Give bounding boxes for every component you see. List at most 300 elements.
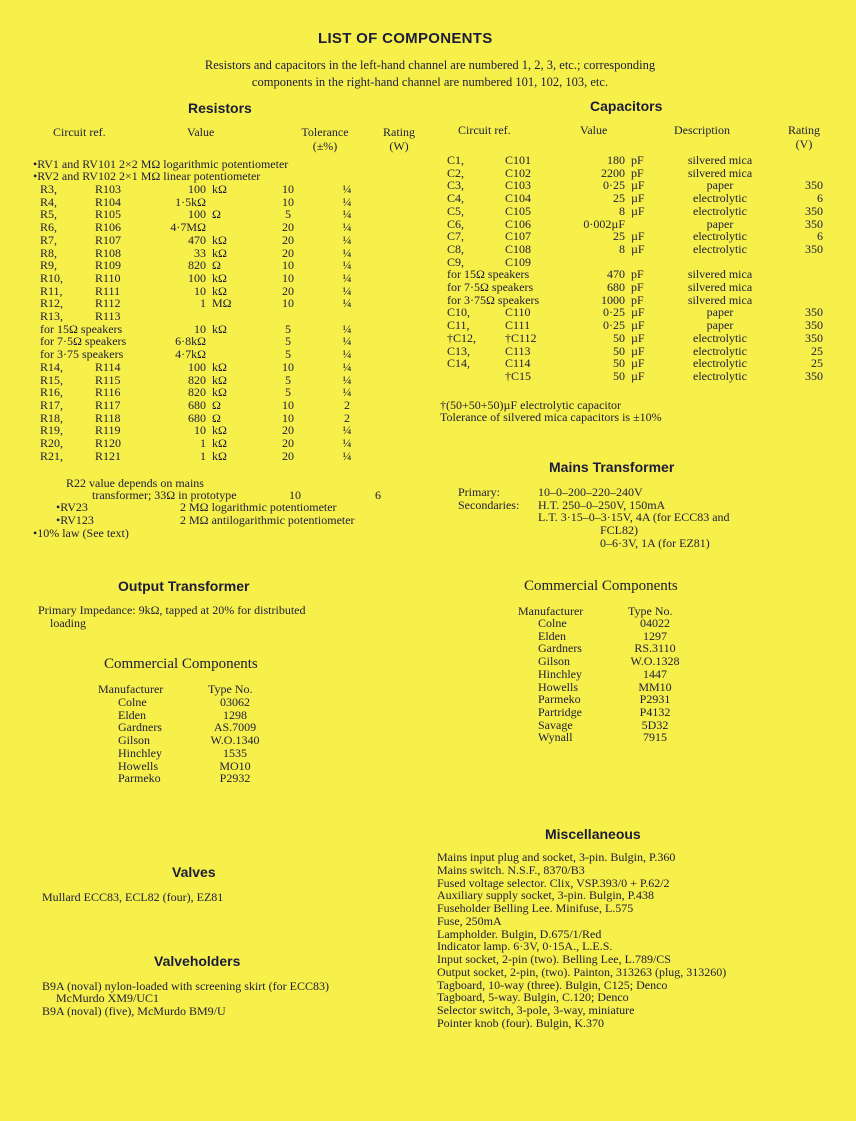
mains-secondary-ht: H.T. 250–0–250V, 150mA	[538, 498, 666, 512]
capacitor-rating: 350	[805, 203, 823, 218]
manufacturer-name: Savage	[538, 717, 573, 732]
manufacturer-row	[0, 719, 690, 732]
resistor-ref-right: R120	[95, 436, 122, 451]
resistor-row	[40, 234, 378, 247]
mains-primary-label: Primary:	[458, 485, 500, 499]
mains-secondary-lt-cont: FCL82)	[600, 523, 639, 537]
capacitor-description: silvered mica	[687, 153, 753, 167]
misc-item: Auxiliary supply socket, 3-pin. Bulgin, P.438	[437, 888, 654, 903]
res-col-tolerance-unit: (±%)	[312, 139, 338, 153]
capacitor-value-unit: µF	[631, 343, 645, 358]
rv123-desc: 2 MΩ antilogarithmic potentiometer	[180, 513, 355, 527]
type-number: AS.7009	[213, 720, 257, 735]
mains-secondary-rect: 0–6·3V, 1A (for EZ81)	[600, 536, 710, 550]
resistor-value-unit: MΩ	[212, 296, 232, 311]
resistor-rating: 2	[344, 410, 350, 425]
capacitor-row	[447, 205, 823, 218]
capacitor-value-num: 2200	[601, 165, 625, 180]
resistor-rating	[316, 310, 378, 323]
resistor-ref: R11,	[40, 283, 63, 298]
resistor-value-num: 6·8kΩ	[175, 334, 206, 349]
valves-text: Mullard ECC83, ECL82 (four), EZ81	[42, 890, 224, 904]
resistor-ref: R10,	[40, 270, 64, 285]
capacitor-ref-right: C102	[505, 165, 532, 180]
output-transformer-heading: Output Transformer	[118, 578, 250, 594]
resistor-ref: for 3·75 speakers	[40, 347, 124, 362]
capacitor-value-unit: µF	[631, 318, 645, 333]
resistor-row	[40, 374, 378, 387]
resistor-row	[40, 272, 378, 285]
capacitor-value-unit: µF	[631, 191, 645, 206]
resistor-value-num: 10	[194, 423, 206, 438]
capacitor-ref: †C12,	[447, 330, 477, 345]
resistor-value-unit	[206, 221, 260, 234]
resistor-rating: ¼	[342, 194, 352, 209]
resistor-value-unit: kΩ	[212, 448, 227, 463]
capacitor-rating: 25	[811, 356, 823, 371]
resistors-section	[33, 125, 429, 153]
type-number: MM10	[638, 679, 672, 694]
resistor-rating: ¼	[342, 245, 352, 260]
mains-secondary-lt: L.T. 3·15–0–3·15V, 4A (for ECC83 and	[538, 510, 730, 524]
resistor-value-unit: kΩ	[212, 182, 227, 196]
resistor-tolerance: 20	[282, 423, 294, 438]
capacitor-description: electrolytic	[693, 229, 747, 244]
type-number: 04022	[640, 616, 670, 630]
capacitor-value-num: 0·25	[603, 305, 625, 320]
capacitor-ref-right: C114	[505, 356, 531, 371]
manufacturer-name: Hinchley	[118, 745, 162, 760]
capacitor-ref: C10,	[447, 305, 471, 320]
capacitor-ref-right: C105	[505, 203, 532, 218]
capacitor-ref-right: C107	[505, 229, 532, 244]
manufacturer-name: Gilson	[118, 733, 151, 748]
capacitors-header	[440, 123, 834, 151]
resistor-value-num	[158, 310, 206, 323]
res-col-value: Value	[187, 125, 215, 139]
intro-line-2: components in the right-hand channel are numbered 101, 102, 103, etc.	[251, 75, 609, 89]
manufacturer-row	[0, 706, 690, 719]
misc-item: Selector switch, 3-pole, 3-way, miniature	[437, 1003, 635, 1017]
resistor-ref-right: R106	[95, 220, 122, 235]
manufacturer-row	[0, 642, 690, 655]
resistor-rating: ¼	[342, 220, 352, 235]
capacitor-ref-right: †C112	[505, 330, 537, 345]
valveholders-line-1: B9A (noval) nylon-loaded with screening skirt (for ECC83)	[42, 979, 329, 993]
resistor-value-unit: kΩ	[212, 385, 227, 400]
capacitor-ref: C8,	[447, 241, 465, 256]
misc-item: Tagboard, 5-way. Bulgin, C.120; Denco	[437, 990, 629, 1005]
type-number: P4132	[639, 704, 671, 719]
resistor-ref: R18,	[40, 410, 64, 425]
resistor-value-num: 4·7MΩ	[170, 220, 206, 235]
manufacturer-name: Parmeko	[538, 692, 581, 707]
resistor-ref-right: R109	[95, 258, 122, 273]
capacitor-description: paper	[706, 216, 734, 231]
resistor-rating: ¼	[342, 436, 352, 451]
resistor-ref: R8,	[40, 245, 58, 260]
capacitor-value-num: 470	[607, 267, 625, 282]
capacitor-value-unit: µF	[631, 229, 645, 244]
manufacturer-row	[0, 630, 690, 643]
cap-col-rating-unit: (V)	[795, 137, 813, 151]
resistor-value-unit: kΩ	[212, 423, 227, 438]
capacitor-value-num: 8	[619, 203, 625, 218]
capacitor-ref: C11,	[447, 318, 470, 333]
r22-rating: 6	[375, 488, 381, 502]
capacitor-value-unit: µF	[631, 305, 645, 320]
resistor-ref: R21,	[40, 448, 64, 463]
resistor-ref-right: R108	[95, 245, 122, 260]
capacitor-ref-right: C104	[505, 191, 532, 206]
page-title: LIST OF COMPONENTS	[318, 30, 493, 47]
resistor-row	[40, 424, 378, 437]
res-col-rating-unit: (W)	[389, 139, 409, 153]
resistor-tolerance: 5	[285, 372, 291, 387]
resistors-header	[33, 125, 429, 153]
capacitor-ref	[447, 370, 503, 383]
capacitor-value-num: 0·002µF	[583, 216, 625, 231]
type-number: W.O.1340	[210, 733, 260, 748]
capacitor-value-unit: µF	[631, 356, 645, 371]
capacitor-ref-right: C109	[505, 254, 532, 269]
resistor-value-unit: kΩ	[212, 321, 227, 336]
manufacturer-name: Howells	[118, 758, 158, 773]
resistor-value-unit: kΩ	[212, 359, 227, 374]
capacitor-value-num: 25	[613, 191, 625, 206]
cap-note-1: †(50+50+50)µF electrolytic capacitor	[440, 398, 622, 412]
resistors-list	[40, 183, 378, 462]
resistor-ref: R16,	[40, 385, 64, 400]
manufacturer-row	[0, 681, 690, 694]
mains-primary-value: 10–0–200–220–240V	[538, 485, 643, 499]
resistor-rating: ¼	[342, 372, 352, 387]
resistor-value-num: 1	[200, 436, 206, 451]
resistor-ref-right: R103	[95, 182, 122, 196]
capacitor-value-unit: pF	[631, 292, 644, 307]
capacitor-description: paper	[706, 178, 734, 193]
capacitor-rating: 350	[805, 368, 823, 383]
type-number: 1298	[223, 707, 247, 722]
resistor-ref: R5,	[40, 207, 58, 222]
resistor-ref: R9,	[40, 258, 58, 273]
capacitor-value-num: 50	[613, 368, 625, 383]
resistor-value-num: 680	[188, 410, 206, 425]
resistor-ref: R7,	[40, 232, 58, 247]
res-col-tolerance-label: Tolerance	[301, 125, 349, 139]
resistor-row	[40, 259, 378, 272]
resistor-ref: R13,	[40, 309, 64, 324]
r22-tolerance: 10	[289, 488, 301, 502]
capacitor-rating	[765, 256, 823, 269]
capacitor-rating: 25	[811, 343, 823, 358]
manufacturer-row	[0, 668, 690, 681]
misc-item: Fuse, 250mA	[437, 913, 502, 928]
capacitor-description: electrolytic	[693, 330, 747, 345]
capacitor-ref-right: C101	[505, 153, 532, 167]
capacitor-value-num: 180	[607, 153, 625, 167]
res-col-rating-label: Rating	[383, 125, 415, 139]
cap-col-rating	[774, 123, 834, 151]
capacitor-value-unit: pF	[631, 153, 644, 167]
resistor-value-num: 100	[188, 182, 206, 196]
resistor-value-num: 680	[188, 397, 206, 412]
output-transformer-line-2: loading	[50, 616, 86, 630]
resistor-tolerance	[260, 310, 316, 323]
capacitor-value-unit: µF	[631, 203, 645, 218]
resistor-tolerance: 20	[282, 245, 294, 260]
rv123-ref: •RV123	[56, 513, 94, 527]
manufacturer-row	[0, 693, 690, 706]
manufacturer-row	[0, 772, 270, 785]
manufacturer-name: Elden	[538, 628, 566, 643]
capacitor-row	[447, 332, 823, 345]
capacitor-ref: C4,	[447, 191, 465, 206]
commercial-right-list	[0, 617, 690, 744]
capacitors-list	[447, 154, 823, 383]
output-transformer-line-1: Primary Impedance: 9kΩ, tapped at 20% for distributed	[38, 603, 306, 617]
capacitors-heading: Capacitors	[590, 98, 663, 114]
resistor-tolerance: 10	[282, 270, 294, 285]
capacitor-value-num: 0·25	[603, 178, 625, 193]
resistor-tolerance: 5	[285, 347, 291, 362]
resistor-row	[40, 437, 378, 450]
resistor-value-num: 33	[194, 245, 206, 260]
capacitor-ref: C7,	[447, 229, 465, 244]
capacitor-row	[447, 370, 823, 383]
manufacturer-row	[0, 747, 270, 760]
capacitor-row	[447, 319, 823, 332]
resistor-value-num: 100	[188, 207, 206, 222]
resistor-value-num: 4·7kΩ	[175, 347, 206, 362]
misc-item: Mains input plug and socket, 3-pin. Bulgin, P.360	[437, 850, 676, 864]
capacitor-description: paper	[706, 305, 734, 320]
resistor-tolerance: 5	[285, 207, 291, 222]
manufacturer-name: Gardners	[118, 720, 162, 735]
capacitor-row	[447, 281, 823, 294]
misc-item: Fused voltage selector. Clix, VSP.393/0 + P.62/2	[437, 875, 670, 890]
resistor-row	[40, 348, 378, 361]
resistor-value-num: 1	[200, 296, 206, 311]
type-number: 1297	[643, 628, 667, 643]
commercial-right-heading: Commercial Components	[524, 578, 678, 594]
capacitor-value-unit: pF	[631, 165, 644, 180]
manufacturer-name: Colne	[538, 616, 567, 630]
commercial-left-col-type: Type No.	[208, 682, 253, 696]
manufacturer-name: Hinchley	[538, 666, 582, 681]
resistor-row	[40, 247, 378, 260]
resistor-value-num: 820	[188, 385, 206, 400]
resistor-ref-right: R117	[95, 397, 121, 412]
resistor-value-unit	[206, 335, 260, 348]
capacitor-ref-right: C108	[505, 241, 532, 256]
capacitor-value-unit: pF	[631, 280, 644, 295]
misc-item: Pointer knob (four). Bulgin, K.370	[437, 1015, 604, 1030]
resistor-value-unit: kΩ	[212, 270, 227, 285]
intro-text	[120, 57, 740, 91]
rv23-ref: •RV23	[56, 500, 88, 514]
valveholders-heading: Valveholders	[154, 953, 241, 969]
capacitor-description: paper	[706, 318, 734, 333]
r22-line-1: R22 value depends on mains	[66, 476, 204, 490]
capacitor-rating: 350	[805, 241, 823, 256]
resistor-value-num: 1	[200, 448, 206, 463]
capacitor-ref-right: C106	[505, 216, 532, 231]
capacitor-description: silvered mica	[687, 165, 753, 180]
manufacturer-row	[0, 655, 690, 668]
manufacturer-name: Parmeko	[118, 771, 161, 786]
manufacturer-name: Wynall	[538, 730, 573, 745]
resistor-row	[40, 183, 378, 196]
resistor-ref-right: R104	[95, 194, 122, 209]
resistor-row	[40, 361, 378, 374]
r22-line-2: transformer; 33Ω in prototype	[92, 488, 237, 502]
capacitor-value-num: 25	[613, 229, 625, 244]
capacitor-description: electrolytic	[693, 368, 747, 383]
capacitor-value-num: 50	[613, 356, 625, 371]
capacitor-value-num: 50	[613, 343, 625, 358]
capacitor-value-unit: µF	[631, 241, 645, 256]
resistor-rating: ¼	[342, 448, 352, 463]
resistor-row	[40, 208, 378, 221]
capacitor-description: electrolytic	[693, 241, 747, 256]
capacitor-ref: C5,	[447, 203, 465, 218]
commercial-right-col-type: Type No.	[628, 604, 673, 618]
resistor-rating: ¼	[342, 321, 352, 336]
resistor-rating: ¼	[342, 182, 352, 196]
resistor-rating: ¼	[342, 347, 352, 362]
type-number: P2932	[219, 771, 251, 786]
resistor-value-unit: kΩ	[212, 245, 227, 260]
manufacturer-name: Elden	[118, 707, 146, 722]
capacitor-value-num: 1000	[601, 292, 625, 307]
capacitor-description: silvered mica	[687, 267, 753, 282]
resistor-tolerance: 20	[282, 232, 294, 247]
resistor-tolerance: 10	[282, 258, 294, 273]
resistor-ref-right: R118	[95, 410, 121, 425]
resistor-tolerance: 20	[282, 436, 294, 451]
resistor-rating: 2	[344, 397, 350, 412]
valveholders-line-2: McMurdo XM9/UC1	[56, 991, 160, 1005]
resistor-ref-right: R112	[95, 296, 121, 311]
resistor-row	[40, 297, 378, 310]
manufacturer-name: Gardners	[538, 641, 582, 656]
manufacturer-row	[0, 617, 690, 630]
rv23-desc: 2 MΩ logarithmic potentiometer	[180, 500, 337, 514]
capacitor-value-num: 680	[607, 280, 625, 295]
resistors-footnote: •10% law (See text)	[33, 526, 129, 540]
misc-item: Lampholder. Bulgin, D.675/1/Red	[437, 926, 602, 941]
manufacturer-name: Colne	[118, 695, 147, 709]
type-number: W.O.1328	[630, 654, 680, 669]
capacitor-ref: for 15Ω speakers	[447, 267, 530, 282]
capacitor-rating: 350	[805, 305, 823, 320]
resistor-value-num: 1·5kΩ	[175, 194, 206, 209]
resistor-ref-right: R111	[95, 283, 121, 298]
resistor-ref: R4,	[40, 194, 58, 209]
resistor-ref: R20,	[40, 436, 64, 451]
resistor-value-num: 10	[194, 321, 206, 336]
resistor-ref: R17,	[40, 397, 64, 412]
resistor-ref-right: R105	[95, 207, 122, 222]
capacitor-rating	[765, 154, 823, 167]
resistor-ref-right: R115	[95, 372, 121, 387]
resistor-row	[40, 450, 378, 463]
cap-col-ref: Circuit ref.	[458, 123, 511, 137]
capacitor-value-unit: pF	[631, 267, 644, 282]
resistor-tolerance: 5	[285, 321, 291, 336]
manufacturer-name: Partridge	[538, 704, 582, 719]
resistor-rating: ¼	[342, 207, 352, 222]
capacitor-rating: 350	[805, 330, 823, 345]
resistor-value-unit: kΩ	[212, 232, 227, 247]
capacitor-rating: 350	[805, 178, 823, 193]
resistor-ref: for 15Ω speakers	[40, 321, 123, 336]
resistor-value-num: 820	[188, 372, 206, 387]
resistor-rating: ¼	[342, 385, 352, 400]
capacitor-ref: C13,	[447, 343, 471, 358]
capacitor-rating: 6	[817, 229, 823, 244]
cap-col-rating-label: Rating	[788, 123, 820, 137]
res-col-ref: Circuit ref.	[53, 125, 106, 139]
type-number: 7915	[643, 730, 667, 745]
capacitor-value-unit: µF	[631, 178, 645, 193]
resistor-rating: ¼	[342, 359, 352, 374]
misc-item: Fuseholder Belling Lee. Minifuse, L.575	[437, 901, 634, 915]
resistor-value-unit	[206, 310, 260, 323]
commercial-left-col-manufacturer: Manufacturer	[98, 682, 164, 696]
resistor-ref: R15,	[40, 372, 64, 387]
resistor-rating: ¼	[342, 258, 352, 273]
mains-secondaries-label: Secondaries:	[458, 498, 520, 512]
type-number: P2931	[639, 692, 671, 707]
resistor-rating: ¼	[342, 232, 352, 247]
capacitor-ref: C3,	[447, 178, 465, 193]
capacitor-row	[447, 192, 823, 205]
misc-item: Tagboard, 10-way (three). Bulgin, C125; Denco	[437, 977, 668, 992]
res-col-rating	[369, 125, 429, 153]
capacitor-ref: C2,	[447, 165, 465, 180]
resistor-rating: ¼	[342, 334, 352, 349]
resistor-tolerance: 5	[285, 334, 291, 349]
cap-col-description: Description	[674, 123, 730, 137]
capacitor-description: silvered mica	[687, 280, 753, 295]
resistor-rating: ¼	[342, 283, 352, 298]
resistor-ref: for 7·5Ω speakers	[40, 334, 127, 349]
type-number: RS.3110	[634, 641, 676, 656]
resistor-value-unit: kΩ	[212, 372, 227, 387]
capacitor-description: electrolytic	[693, 191, 747, 206]
cap-note-2: Tolerance of silvered mica capacitors is ±10%	[440, 410, 662, 424]
resistor-tolerance: 10	[282, 194, 294, 209]
resistor-row	[40, 285, 378, 298]
resistor-ref: R14,	[40, 359, 64, 374]
capacitor-ref: C9,	[447, 254, 465, 269]
valves-heading: Valves	[172, 864, 216, 880]
capacitor-description: electrolytic	[693, 203, 747, 218]
capacitor-rating: 6	[817, 191, 823, 206]
resistor-tolerance: 5	[285, 385, 291, 400]
capacitor-value-unit: µF	[631, 330, 645, 345]
miscellaneous-heading: Miscellaneous	[545, 826, 641, 842]
resistor-value-unit: kΩ	[212, 283, 227, 298]
cap-col-value: Value	[580, 123, 608, 137]
type-number: 1447	[643, 666, 667, 681]
pot-line-1: •RV1 and RV101 2×2 MΩ logarithmic potentiometer	[33, 157, 289, 171]
misc-item: Output socket, 2-pin, (two). Painton, 313263 (plug, 313260)	[437, 964, 727, 979]
resistor-tolerance: 10	[282, 397, 294, 412]
capacitor-value-unit: µF	[631, 368, 645, 383]
